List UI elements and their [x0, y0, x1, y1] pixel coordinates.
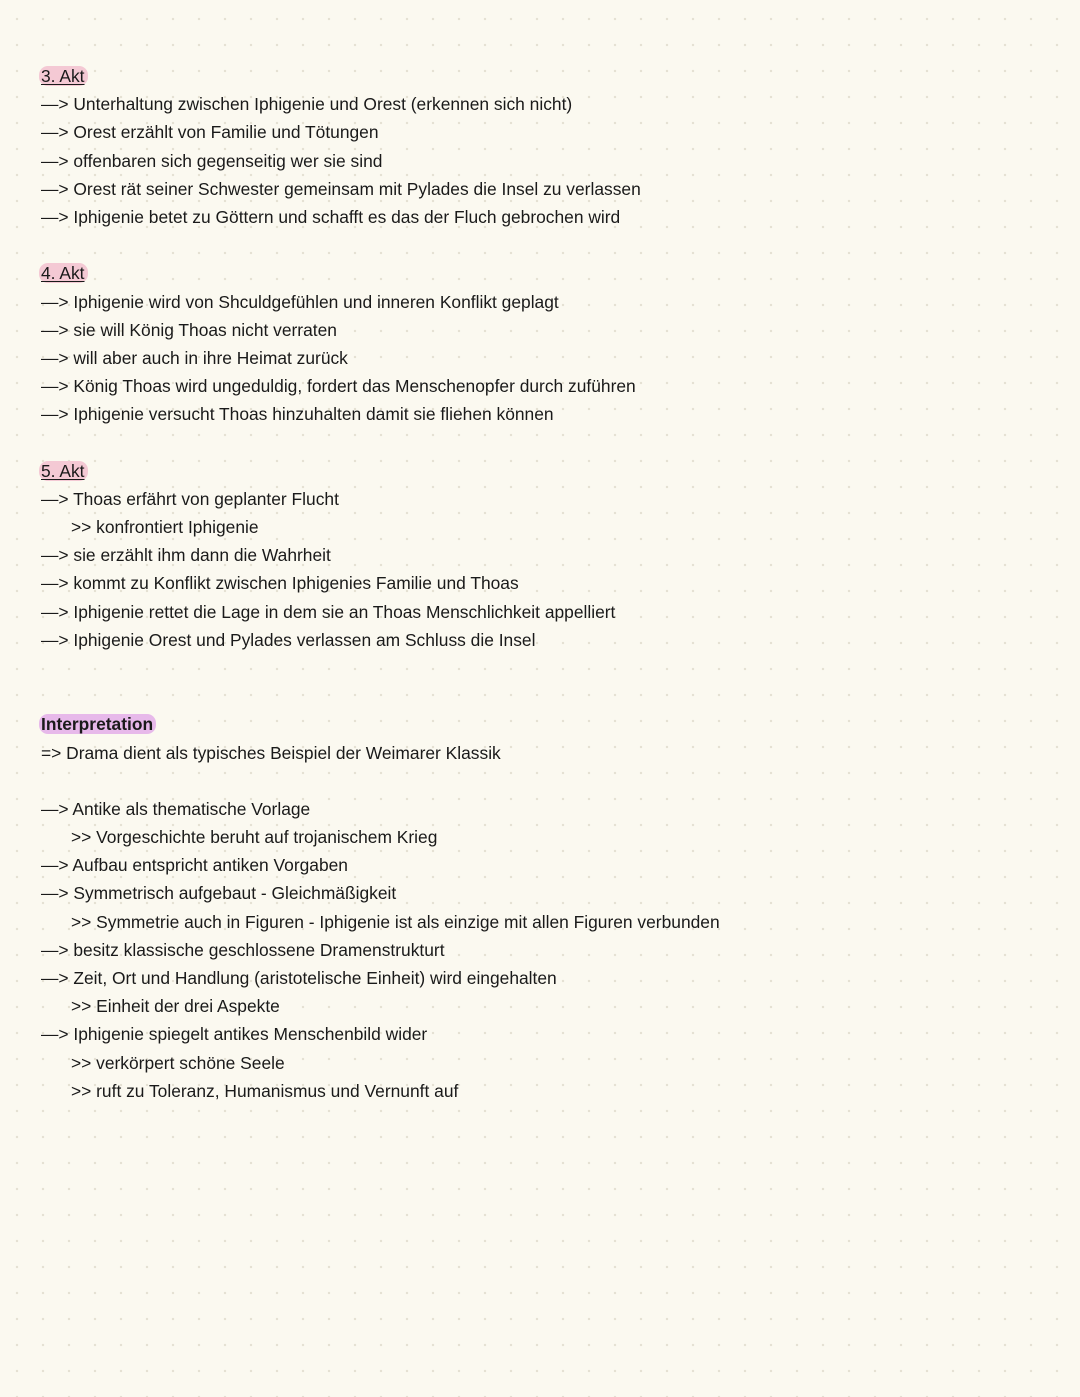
list-item: —> Aufbau entspricht antiken Vorgaben — [41, 855, 348, 876]
list-item: —> offenbaren sich gegenseitig wer sie sind — [41, 150, 383, 171]
list-item: —> Iphigenie wird von Shculdgefühlen und inneren Konflikt geplagt — [41, 291, 559, 312]
list-item: —> Iphigenie spiegelt antikes Menschenbild wider — [41, 1024, 428, 1045]
list-item: —> Thoas erfährt von geplanter Flucht — [41, 488, 339, 509]
list-item: —> Unterhaltung zwischen Iphigenie und Orest (erkennen sich nicht) — [41, 94, 573, 115]
notes-page — [41, 62, 1041, 1105]
section-heading-akt-4 — [41, 259, 1041, 287]
list-item: —> Orest erzählt von Familie und Tötungen — [41, 122, 379, 143]
section-title: Interpretation — [39, 714, 156, 734]
section-heading-akt-3 — [41, 62, 1041, 90]
sub-list-item: >> Einheit der drei Aspekte — [71, 996, 280, 1017]
list-item: —> Zeit, Ort und Handlung (aristotelische Einheit) wird eingehalten — [41, 968, 557, 989]
section-heading-interpretation — [41, 710, 1041, 738]
list-item: —> Antike als thematische Vorlage — [41, 798, 311, 819]
list-item: —> König Thoas wird ungeduldig, fordert das Menschenopfer durch zuführen — [41, 376, 636, 397]
section-heading-akt-5 — [41, 457, 1041, 485]
sub-list-item: >> Symmetrie auch in Figuren - Iphigenie ist als einzige mit allen Figuren verbunden — [71, 911, 720, 932]
spacer — [41, 654, 1041, 710]
interpretation-intro: => Drama dient als typisches Beispiel der Weimarer Klassik — [41, 742, 501, 763]
sub-list-item: >> ruft zu Toleranz, Humanismus und Vernunft auf — [71, 1080, 459, 1101]
sub-list-item: >> Vorgeschichte beruht auf trojanischem Krieg — [71, 827, 438, 848]
list-item: —> Iphigenie versucht Thoas hinzuhalten damit sie fliehen können — [41, 404, 554, 425]
sub-list-item: >> konfrontiert Iphigenie — [71, 517, 259, 537]
section-title: 5. Akt — [39, 461, 88, 481]
list-item: —> will aber auch in ihre Heimat zurück — [41, 347, 348, 368]
spacer — [41, 231, 1041, 259]
list-item: —> kommt zu Konflikt zwischen Iphigenies Familie und Thoas — [41, 573, 519, 594]
section-title: 3. Akt — [39, 66, 88, 86]
list-item: —> Iphigenie rettet die Lage in dem sie an Thoas Menschlichkeit appelliert — [41, 601, 616, 622]
list-item: —> Orest rät seiner Schwester gemeinsam mit Pylades die Insel zu verlassen — [41, 178, 641, 199]
sub-list-item: >> verkörpert schöne Seele — [71, 1052, 285, 1073]
section-title: 4. Akt — [39, 263, 88, 283]
list-item: —> sie erzählt ihm dann die Wahrheit — [41, 545, 331, 566]
list-item: —> besitz klassische geschlossene Dramenstrukturt — [41, 939, 445, 960]
list-item: —> Iphigenie betet zu Göttern und schafft es das der Fluch gebrochen wird — [41, 206, 621, 227]
list-item: —> Symmetrisch aufgebaut - Gleichmäßigkeit — [41, 883, 397, 904]
list-item: —> sie will König Thoas nicht verraten — [41, 319, 337, 340]
spacer — [41, 767, 1041, 795]
spacer — [41, 428, 1041, 456]
list-item: —> Iphigenie Orest und Pylades verlassen am Schluss die Insel — [41, 629, 536, 650]
